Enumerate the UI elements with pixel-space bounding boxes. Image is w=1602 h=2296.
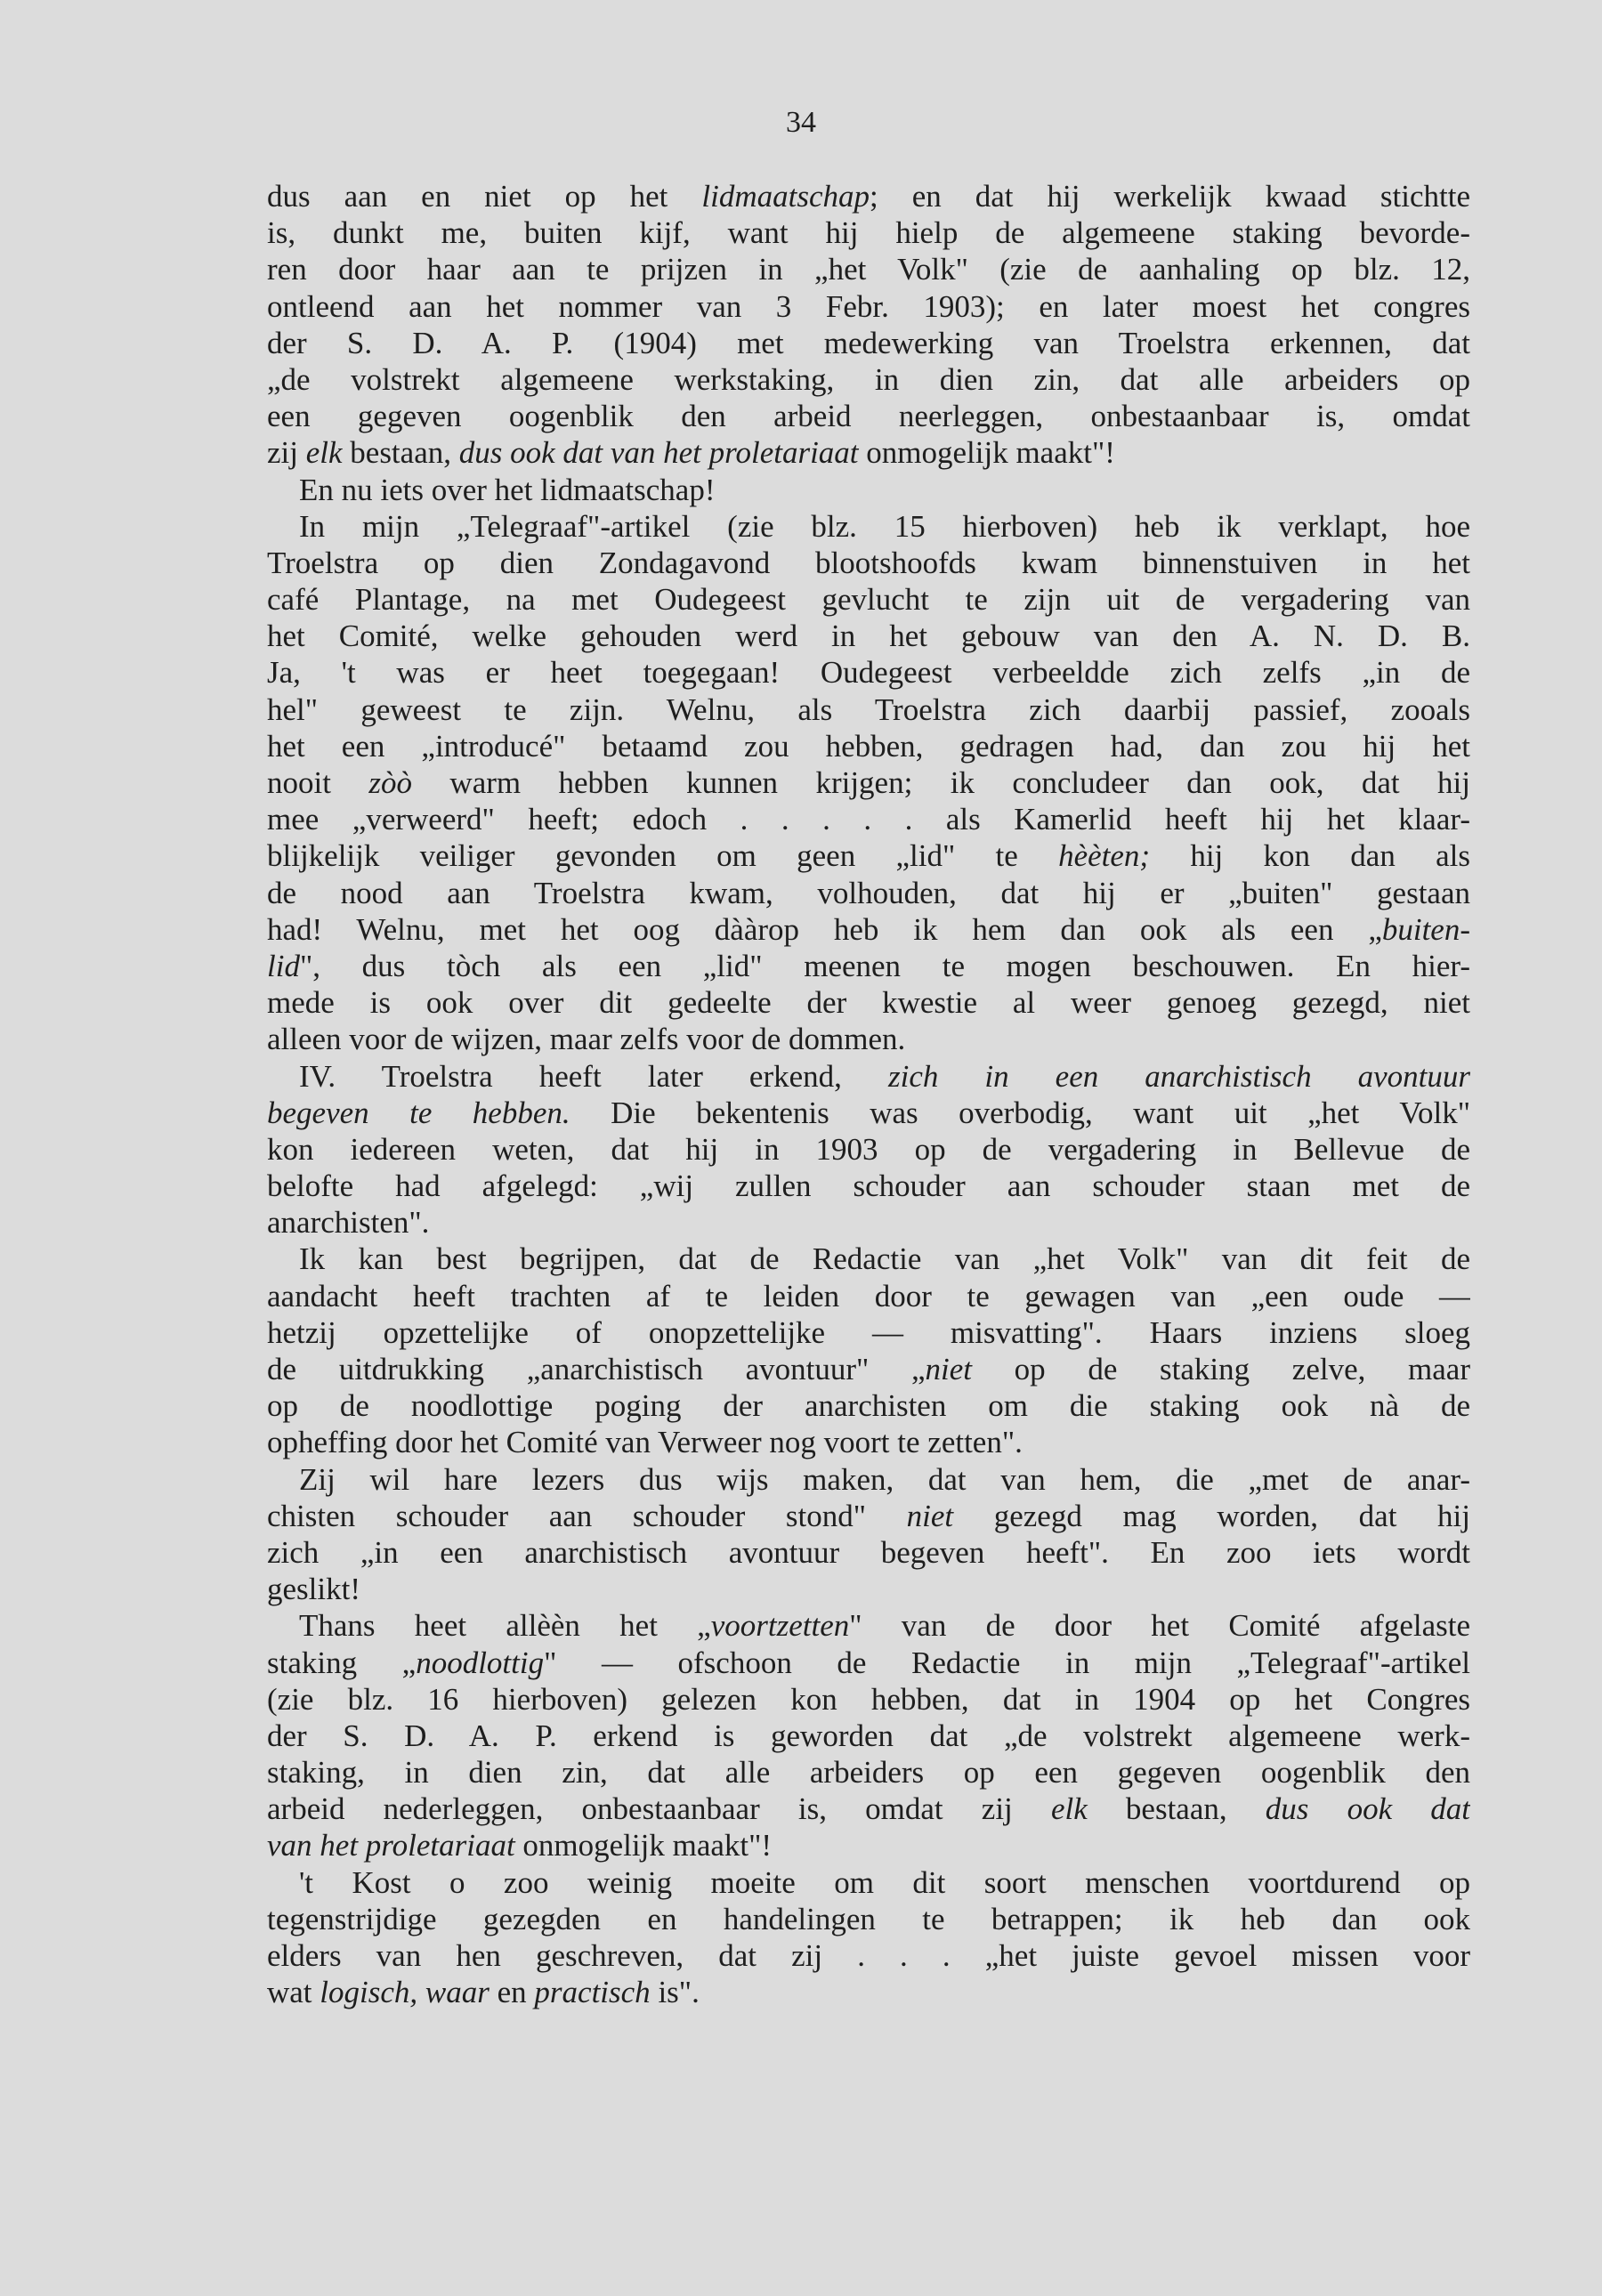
text-line — [267, 764, 1470, 801]
text-run: ren door haar aan te prijzen in „het Volk" (zie de aanhaling op blz. 12, — [267, 252, 1470, 287]
italic-text: zòò — [368, 765, 412, 800]
text-run: Troelstra op dien Zondagavond blootshoofds kwam binnenstuiven in het — [267, 545, 1470, 580]
text-line — [267, 1937, 1470, 1974]
text-run: zich „in een anarchistisch avontuur begeven heeft". En zoo iets wordt — [267, 1534, 1470, 1570]
text-run: Zij wil hare lezers dus wijs maken, dat van hem, die „met de anar- — [299, 1461, 1470, 1497]
text-line — [267, 1168, 1470, 1204]
text-line — [267, 1387, 1470, 1424]
italic-text: elk — [305, 435, 343, 471]
text-line — [267, 581, 1470, 618]
text-run: ", dus tòch als een „lid" meenen te mogen beschouwen. En hier- — [299, 948, 1470, 983]
italic-text: niet — [906, 1498, 954, 1533]
text-run: En nu iets over het lidmaatschap! — [299, 472, 716, 507]
text-run: In mijn „Telegraaf"-artikel (zie blz. 15 hierboven) heb ik verklapt, hoe — [299, 508, 1470, 544]
text-line — [267, 214, 1470, 251]
text-line — [267, 434, 1470, 471]
text-run: bestaan, — [342, 435, 459, 471]
text-line — [267, 1681, 1470, 1718]
text-run: staking, in dien zin, dat alle arbeiders op een gegeven oogenblik den — [267, 1755, 1470, 1791]
italic-text: buiten- — [1381, 911, 1470, 947]
text-line — [267, 1974, 1470, 2010]
text-run: " van de door het Comité afgelaste — [849, 1608, 1470, 1644]
text-run: is, dunkt me, buiten kijf, want hij hielp de algemeene staking bevorde- — [267, 215, 1470, 251]
text-line — [267, 1314, 1470, 1351]
italic-text: zich in een anarchistisch avontuur — [887, 1058, 1470, 1094]
text-line — [267, 361, 1470, 398]
text-line — [267, 1021, 1470, 1057]
text-run: nooit — [267, 765, 369, 800]
text-line — [267, 1095, 1470, 1131]
text-line — [267, 1278, 1470, 1314]
body-text — [267, 178, 1470, 2010]
italic-text: dus ook dat van het proletariaat — [458, 435, 859, 471]
text-line — [267, 1607, 1470, 1644]
text-line — [267, 1791, 1470, 1827]
text-run: " — ofschoon de Redactie in mijn „Telegraaf"-artikel — [544, 1645, 1470, 1680]
text-line — [267, 1131, 1470, 1168]
text-run: zij — [267, 435, 306, 471]
text-line — [267, 801, 1470, 837]
text-run: de nood aan Troelstra kwam, volhouden, dat hij er „buiten" gestaan — [267, 875, 1470, 910]
text-line — [267, 1058, 1470, 1095]
text-run: blijkelijk veiliger gevonden om geen „lid" te — [267, 838, 1059, 874]
text-run: had! Welnu, met het oog dààrop heb ik hem dan ook als een „ — [267, 911, 1382, 947]
page-number: 34 — [786, 106, 816, 139]
text-run: belofte had afgelegd: „wij zullen schouder aan schouder staan met de — [267, 1168, 1470, 1204]
text-run: der S. D. A. P. erkend is geworden dat „de volstrekt algemeene werk- — [267, 1718, 1470, 1753]
text-line — [267, 1754, 1470, 1791]
text-line — [267, 508, 1470, 545]
text-line — [267, 251, 1470, 287]
text-run: kon iedereen weten, dat hij in 1903 op de vergadering in Bellevue de — [267, 1131, 1470, 1167]
italic-text: hèèten; — [1058, 838, 1151, 874]
text-run: hetzij opzettelijke of onopzettelijke — misvatting". Haars inziens sloeg — [267, 1314, 1470, 1350]
italic-text: noodlottig — [416, 1645, 545, 1680]
text-line — [267, 178, 1470, 214]
italic-text: logisch, waar — [320, 1975, 490, 2010]
text-run: tegenstrijdige gezegden en handelingen te betrappen; ik heb dan ook — [267, 1901, 1470, 1936]
text-line — [267, 728, 1470, 764]
italic-text: niet — [925, 1352, 972, 1386]
text-run: IV. Troelstra heeft later erkend, — [299, 1058, 888, 1094]
italic-text: van het proletariaat — [267, 1828, 515, 1863]
text-line — [267, 1424, 1470, 1460]
text-line — [267, 618, 1470, 654]
text-run: onmogelijk maakt"! — [858, 435, 1115, 471]
italic-text: practisch — [534, 1975, 651, 2010]
text-line — [267, 545, 1470, 581]
text-run: „de volstrekt algemeene werkstaking, in dien zin, dat alle arbeiders op — [267, 361, 1470, 397]
text-line — [267, 1534, 1470, 1571]
text-run: staking „ — [267, 1645, 417, 1680]
text-run: aandacht heeft trachten af te leiden door te gewagen van „een oude — — [267, 1278, 1470, 1314]
text-run: het Comité, welke gehouden werd in het gebouw van den A. N. D. B. — [267, 618, 1470, 654]
text-run: opheffing door het Comité van Verweer nog voort te zetten". — [267, 1425, 1023, 1460]
text-run: op de staking zelve, maar — [972, 1352, 1470, 1386]
text-line — [267, 472, 1470, 508]
text-run: is". — [650, 1975, 700, 2010]
text-run: wat — [267, 1975, 320, 2010]
text-run: 't Kost o zoo weinig moeite om dit soort menschen voortdurend op — [299, 1864, 1470, 1900]
text-run: arbeid nederleggen, onbestaanbaar is, omdat zij — [267, 1791, 1051, 1827]
text-run: Thans heet allèèn het „ — [299, 1608, 711, 1644]
text-run: gezegd mag worden, dat hij — [953, 1498, 1470, 1533]
italic-text: begeven te hebben. — [267, 1095, 570, 1130]
text-line — [267, 398, 1470, 434]
text-line — [267, 1901, 1470, 1937]
text-line — [267, 875, 1470, 911]
text-line — [267, 1718, 1470, 1754]
text-line — [267, 1461, 1470, 1498]
italic-text: lidmaatschap — [701, 179, 870, 214]
text-line — [267, 1645, 1470, 1681]
text-run: alleen voor de wijzen, maar zelfs voor de dommen. — [267, 1022, 906, 1057]
text-run: en — [489, 1975, 535, 2010]
text-run: een gegeven oogenblik den arbeid neerleggen, onbestaanbaar is, omdat — [267, 399, 1470, 434]
text-line — [267, 911, 1470, 948]
text-run: hel" geweest te zijn. Welnu, als Troelstra zich daarbij passief, zooals — [267, 691, 1470, 727]
text-line — [267, 325, 1470, 361]
italic-text: dus ook dat — [1265, 1791, 1470, 1827]
text-line — [267, 1351, 1470, 1387]
text-line — [267, 984, 1470, 1021]
text-run: op de noodlottige poging der anarchisten om die staking ook nà de — [267, 1388, 1470, 1424]
text-run: elders van hen geschreven, dat zij . . . „het juiste gevoel missen voor — [267, 1938, 1470, 1973]
italic-text: lid — [267, 948, 300, 983]
text-run: Ik kan best begrijpen, dat de Redactie van „het Volk" van dit feit de — [299, 1241, 1470, 1277]
text-run: warm hebben kunnen krijgen; ik concludeer dan ook, dat hij — [412, 765, 1470, 800]
text-run: Ja, 't was er heet toegegaan! Oudegeest verbeeldde zich zelfs „in de — [267, 655, 1470, 691]
text-run: Die bekentenis was overbodig, want uit „het Volk" — [570, 1095, 1470, 1130]
text-run: anarchisten". — [267, 1205, 430, 1241]
text-run: (zie blz. 16 hierboven) gelezen kon hebben, dat in 1904 op het Congres — [267, 1681, 1470, 1717]
text-run: chisten schouder aan schouder stond" — [267, 1498, 907, 1533]
text-line — [267, 654, 1470, 691]
text-run: ontleend aan het nommer van 3 Febr. 1903); en later moest het congres — [267, 288, 1470, 324]
text-run: mee „verweerd" heeft; edoch . . . . . als Kamerlid heeft hij het klaar- — [267, 802, 1470, 837]
text-run: hij kon dan als — [1150, 838, 1470, 874]
text-run: de uitdrukking „anarchistisch avontuur" „ — [267, 1352, 926, 1386]
text-line — [267, 691, 1470, 728]
italic-text: voortzetten — [710, 1608, 850, 1644]
text-line — [267, 837, 1470, 874]
text-line — [267, 288, 1470, 325]
text-run: café Plantage, na met Oudegeest gevlucht te zijn uit de vergadering van — [267, 582, 1470, 618]
text-line — [267, 1864, 1470, 1901]
text-run: onmogelijk maakt"! — [514, 1828, 773, 1863]
text-line — [267, 1204, 1470, 1241]
text-line — [267, 1498, 1470, 1534]
text-run: dus aan en niet op het — [267, 179, 702, 214]
text-line — [267, 948, 1470, 984]
text-run: geslikt! — [267, 1572, 360, 1607]
text-run: der S. D. A. P. (1904) met medewerking van Troelstra erkennen, dat — [267, 325, 1470, 360]
text-line — [267, 1827, 1470, 1863]
text-line — [267, 1571, 1470, 1607]
italic-text: elk — [1050, 1791, 1088, 1827]
text-line — [267, 1241, 1470, 1277]
text-run: bestaan, — [1087, 1791, 1266, 1827]
text-run: mede is ook over dit gedeelte der kwestie al weer genoeg gezegd, niet — [267, 985, 1470, 1021]
text-run: het een „introducé" betaamd zou hebben, gedragen had, dan zou hij het — [267, 728, 1470, 764]
text-run: ; en dat hij werkelijk kwaad stichtte — [870, 179, 1470, 214]
